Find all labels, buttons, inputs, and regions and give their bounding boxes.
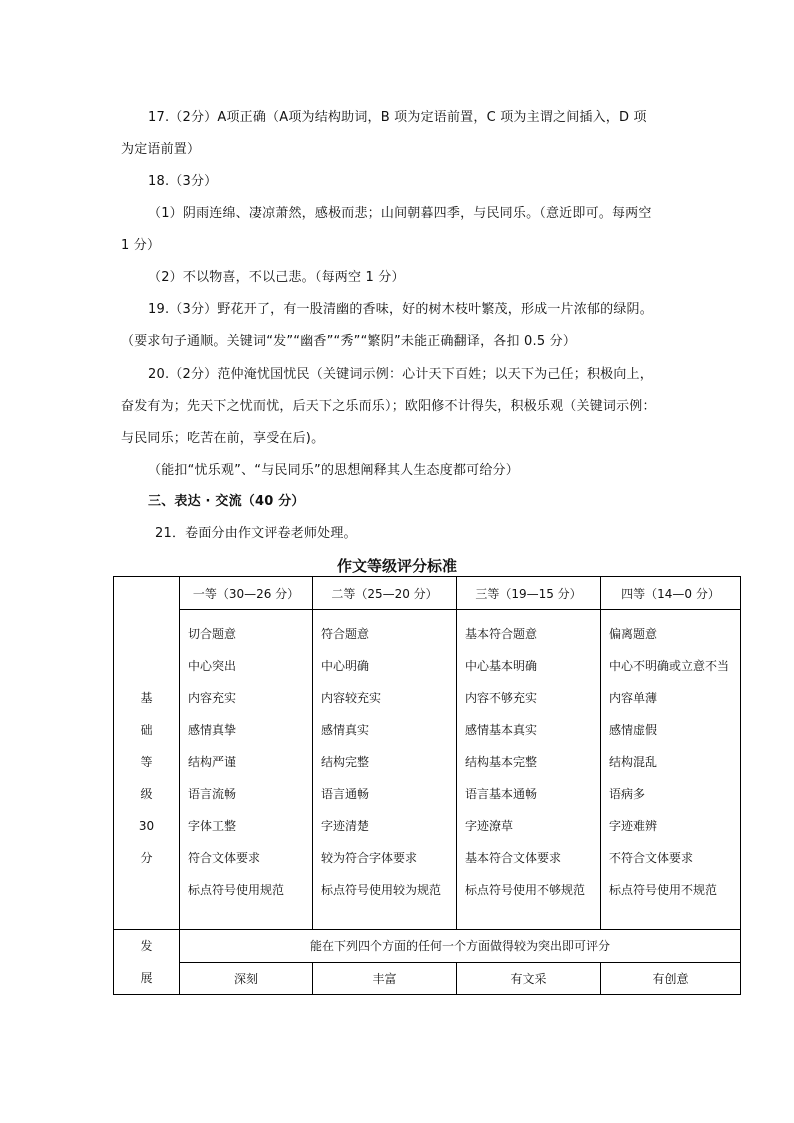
criterion: 标点符号使用较为规范 — [321, 883, 442, 897]
q18-line: 18.（3分） — [148, 174, 218, 189]
criterion: 语言流畅 — [188, 787, 237, 801]
grade-2-criteria — [313, 610, 457, 930]
criterion: 较为符合字体要求 — [321, 851, 418, 865]
criterion: 内容充实 — [188, 691, 237, 705]
basic-label-char: 基 — [140, 691, 153, 705]
criterion: 标点符号使用规范 — [188, 883, 285, 897]
basic-label-char: 30 — [138, 819, 155, 833]
development-note: 能在下列四个方面的任何一个方面做得较为突出即可评分 — [180, 930, 741, 963]
section-3-heading: 三、表达 · 交流（40 分） — [148, 494, 305, 509]
dev-label-char: 发 — [140, 939, 153, 953]
criterion: 感情虚假 — [609, 723, 658, 737]
q17-line-1: 17.（2分）A项正确（A项为结构助词，B 项为定语前置，C 项为主谓之间插入，D 项 — [148, 110, 647, 125]
criterion: 符合文体要求 — [188, 851, 261, 865]
criterion: 字迹潦草 — [465, 819, 514, 833]
basic-label-char: 础 — [140, 723, 153, 737]
criterion: 基本符合文体要求 — [465, 851, 562, 865]
criterion: 结构基本完整 — [465, 755, 538, 769]
q19-line-2: （要求句子通顺。关键词“发”“幽香”“秀”“繁阴”未能正确翻译，各扣 0.5 分） — [121, 334, 577, 349]
criterion: 标点符号使用不规范 — [609, 883, 718, 897]
criterion: 符合题意 — [321, 627, 370, 641]
q20-line-1: 20.（2分）范仲淹忧国忧民（关键词示例：心计天下百姓；以天下为己任；积极向上， — [148, 367, 653, 382]
grade-4-criteria — [601, 610, 741, 930]
grade-header-2: 二等（25—20 分） — [313, 577, 457, 610]
q18-part2-line: （2）不以物喜，不以己悲。（每两空 1 分） — [148, 270, 405, 285]
criterion: 不符合文体要求 — [609, 851, 694, 865]
criterion: 中心不明确或立意不当 — [609, 659, 730, 673]
criterion: 感情真实 — [321, 723, 370, 737]
criterion: 字迹难辨 — [609, 819, 658, 833]
criterion: 感情真挚 — [188, 723, 237, 737]
grade-1-criteria — [180, 610, 313, 930]
q21-line: 21．卷面分由作文评卷老师处理。 — [155, 526, 357, 541]
table-title: 作文等级评分标准 — [336, 557, 457, 575]
criterion: 语言通畅 — [321, 787, 370, 801]
criterion: 标点符号使用不够规范 — [465, 883, 586, 897]
criterion: 偏离题意 — [609, 627, 658, 641]
basic-label-char: 分 — [140, 851, 153, 865]
q18-part1-line-2: 1 分） — [121, 238, 161, 253]
table-header-row — [114, 577, 741, 610]
criterion: 内容单薄 — [609, 691, 658, 705]
basic-level-label — [114, 577, 180, 930]
dev-item-deep: 深刻 — [180, 962, 313, 995]
grading-table — [113, 576, 741, 995]
basic-criteria-row — [114, 610, 741, 930]
development-label — [114, 930, 180, 995]
criterion: 感情基本真实 — [465, 723, 538, 737]
basic-label-char: 级 — [140, 787, 153, 801]
q20-line-2: 奋发有为；先天下之忧而忧，后天下之乐而乐）；欧阳修不计得失，积极乐观（关键词示例： — [121, 399, 656, 414]
criterion: 字体工整 — [188, 819, 237, 833]
q20-line-3: 与民同乐；吃苦在前，享受在后)。 — [121, 431, 325, 446]
criterion: 结构混乱 — [609, 755, 658, 769]
basic-label-char: 等 — [140, 755, 153, 769]
q19-line-1: 19.（3分）野花开了，有一股清幽的香味，好的树木枝叶繁茂，形成一片浓郁的绿阴。 — [148, 302, 653, 317]
grade-header-3: 三等（19—15 分） — [457, 577, 601, 610]
criterion: 切合题意 — [188, 627, 237, 641]
grade-3-criteria — [457, 610, 601, 930]
criterion: 字迹清楚 — [321, 819, 370, 833]
q18-part1-line-1: （1）阴雨连绵、凄凉萧然，感极而悲；山间朝暮四季，与民同乐。（意近即可。每两空 — [148, 206, 652, 221]
criterion: 内容较充实 — [321, 691, 382, 705]
criterion: 内容不够充实 — [465, 691, 538, 705]
criterion: 语病多 — [609, 787, 646, 801]
dev-item-literary: 有文采 — [457, 962, 601, 995]
criterion: 结构完整 — [321, 755, 370, 769]
criterion: 基本符合题意 — [465, 627, 538, 641]
grade-header-1: 一等（30—26 分） — [180, 577, 313, 610]
criterion: 结构严谨 — [188, 755, 237, 769]
criterion: 中心明确 — [321, 659, 370, 673]
criterion: 中心基本明确 — [465, 659, 538, 673]
development-note-row — [114, 930, 741, 963]
q20-note-line: （能扣“忧乐观”、“与民同乐”的思想阐释其人生态度都可给分） — [148, 463, 519, 478]
q17-line-2: 为定语前置） — [121, 142, 201, 157]
development-items-row — [114, 962, 741, 995]
criterion: 语言基本通畅 — [465, 787, 538, 801]
dev-label-char: 展 — [140, 971, 153, 985]
grade-header-4: 四等（14—0 分） — [601, 577, 741, 610]
dev-item-creative: 有创意 — [601, 962, 741, 995]
dev-item-rich: 丰富 — [313, 962, 457, 995]
criterion: 中心突出 — [188, 659, 237, 673]
